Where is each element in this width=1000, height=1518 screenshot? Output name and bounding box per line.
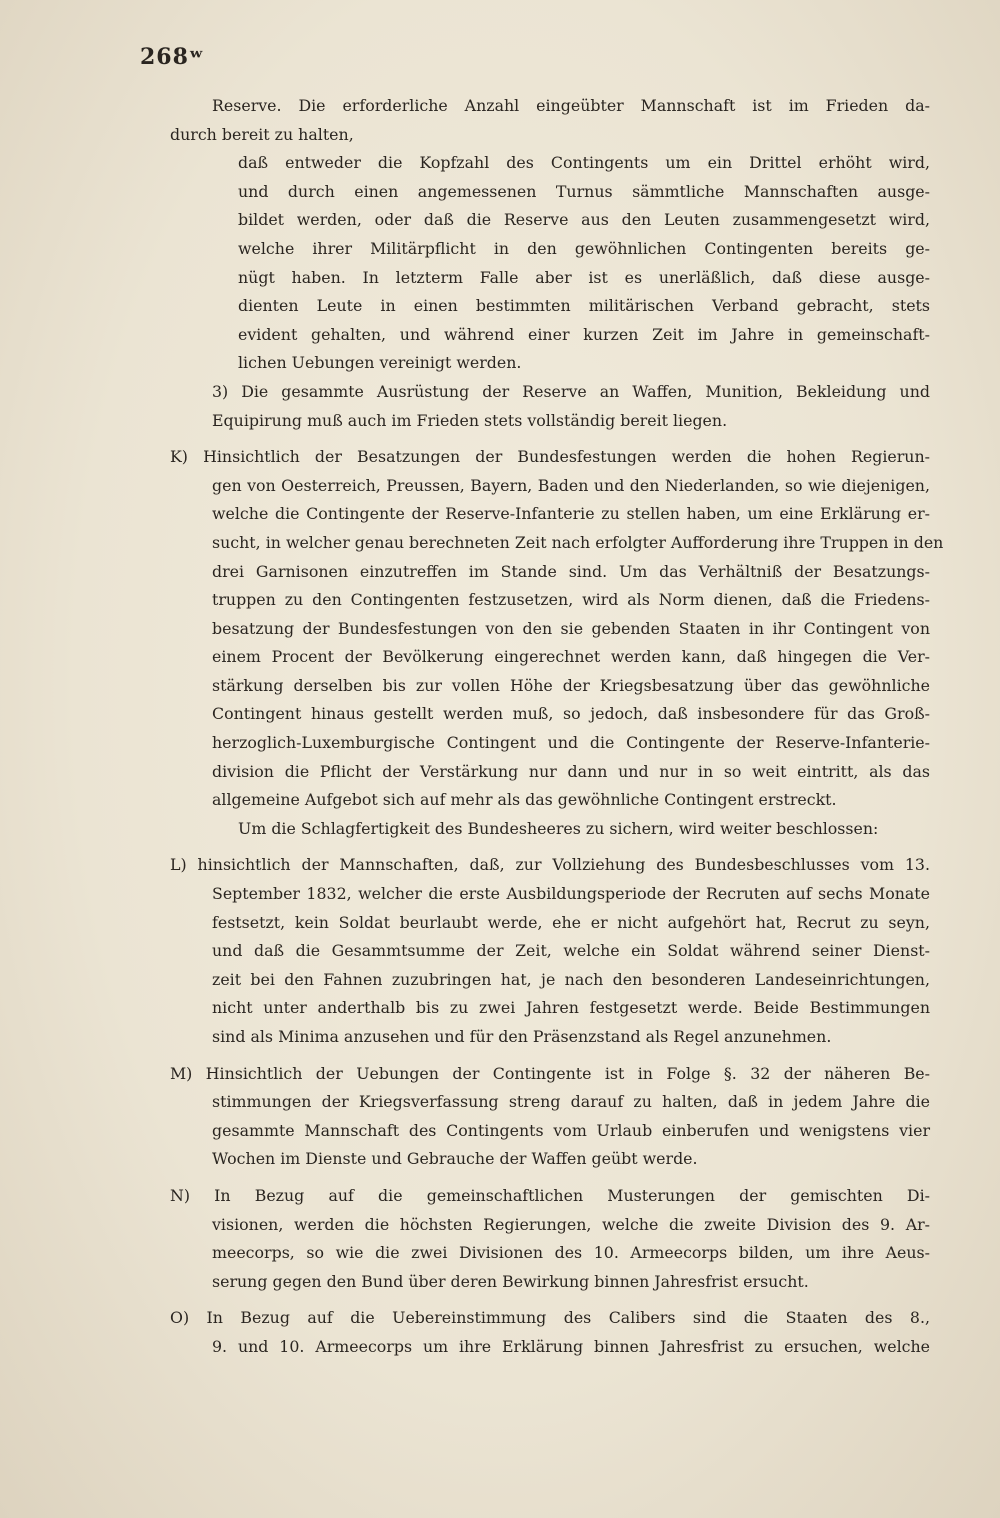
text-line: stärkung derselben bis zur vollen Höhe der Kriegsbesatzung über das gewöhnliche bbox=[212, 675, 930, 695]
text-line: allgemeine Aufgebot sich auf mehr als das gewöhnliche Contingent erstreckt. bbox=[212, 790, 837, 810]
text-line: stimmungen der Kriegsverfassung streng darauf zu halten, daß in jedem Jahre die bbox=[212, 1092, 930, 1112]
text-line: daß entweder die Kopfzahl des Contingents um ein Drittel erhöht wird, bbox=[238, 153, 930, 173]
text-line: besatzung der Bundesfestungen von den sie gebenden Staaten in ihr Contingent von bbox=[212, 618, 930, 638]
text-line: drei Garnisonen einzutreffen im Stande sind. Um das Verhältniß der Besatzungs- bbox=[212, 561, 930, 581]
text-line: lichen Uebungen vereinigt werden. bbox=[238, 353, 522, 373]
text-line: Contingent hinaus gestellt werden muß, so jedoch, daß insbesondere für das Groß- bbox=[212, 704, 930, 724]
paragraph bbox=[170, 92, 930, 149]
paragraph bbox=[170, 851, 930, 1051]
text-line: 3) Die gesammte Ausrüstung der Reserve an Waffen, Munition, Bekleidung und bbox=[212, 381, 930, 401]
text-line: festsetzt, kein Soldat beurlaubt werde, ehe er nicht aufgehört hat, Recrut zu seyn, bbox=[212, 912, 930, 932]
text-line: truppen zu den Contingenten festzusetzen, wird als Norm dienen, daß die Friedens- bbox=[212, 590, 930, 610]
text-line: Equipirung muß auch im Frieden stets vollständig bereit liegen. bbox=[212, 410, 728, 430]
text-line: nicht unter anderthalb bis zu zwei Jahren festgesetzt werde. Beide Bestimmungen bbox=[212, 998, 930, 1018]
text-line: 9. und 10. Armeecorps um ihre Erklärung binnen Jahresfrist zu ersuchen, welche bbox=[212, 1336, 930, 1356]
text-line: welche die Contingente der Reserve-Infanterie zu stellen haben, um eine Erklärung er- bbox=[212, 504, 930, 524]
text-line: N) In Bezug auf die gemeinschaftlichen Musterungen der gemischten Di- bbox=[170, 1185, 930, 1205]
text-line: gesammte Mannschaft des Contingents vom Urlaub einberufen und wenigstens vier bbox=[212, 1120, 930, 1140]
paragraph bbox=[170, 378, 930, 435]
text-line: gen von Oesterreich, Preussen, Bayern, Baden und den Niederlanden, so wie diejenigen, bbox=[212, 475, 930, 495]
text-line: Wochen im Dienste und Gebrauche der Waffen geübt werde. bbox=[212, 1149, 698, 1169]
text-line: und durch einen angemessenen Turnus sämmtliche Mannschaften ausge- bbox=[238, 181, 930, 201]
paragraph bbox=[170, 149, 930, 378]
paragraph bbox=[170, 815, 930, 844]
text-line: September 1832, welcher die erste Ausbildungsperiode der Recruten auf sechs Monate bbox=[212, 884, 930, 904]
text-line: Reserve. Die erforderliche Anzahl eingeübter Mannschaft ist im Frieden da- bbox=[212, 96, 930, 115]
paragraph-gap bbox=[170, 843, 930, 851]
text-line: durch bereit zu halten, bbox=[170, 124, 354, 144]
paragraph bbox=[170, 1060, 930, 1174]
text-line: meecorps, so wie die zwei Divisionen des 10. Armeecorps bilden, um ihre Aeus- bbox=[212, 1243, 930, 1263]
page-number: 268ʷ bbox=[140, 44, 205, 70]
text-line: M) Hinsichtlich der Uebungen der Contingente ist in Folge §. 32 der näheren Be- bbox=[170, 1063, 930, 1083]
paragraph bbox=[170, 1182, 930, 1296]
text-line: einem Procent der Bevölkerung eingerechnet werden kann, daß hingegen die Ver- bbox=[212, 647, 930, 667]
text-line: serung gegen den Bund über deren Bewirkung binnen Jahresfrist ersucht. bbox=[212, 1271, 809, 1291]
paragraph-gap bbox=[170, 435, 930, 443]
paragraph bbox=[170, 443, 944, 815]
text-line: zeit bei den Fahnen zuzubringen hat, je nach den besonderen Landeseinrichtungen, bbox=[212, 969, 930, 989]
body-text bbox=[170, 92, 944, 1362]
text-line: division die Pflicht der Verstärkung nur dann und nur in so weit eintritt, als das bbox=[212, 761, 930, 781]
text-line: K) Hinsichtlich der Besatzungen der Bundesfestungen werden die hohen Regierun- bbox=[170, 447, 930, 467]
text-line: sucht, in welcher genau berechneten Zeit nach erfolgter Aufforderung ihre Truppen in den bbox=[212, 532, 944, 552]
text-line: evident gehalten, und während einer kurzen Zeit im Jahre in gemeinschaft- bbox=[238, 324, 930, 344]
paragraph-gap bbox=[170, 1052, 930, 1060]
text-line: welche ihrer Militärpflicht in den gewöhnlichen Contingenten bereits ge- bbox=[238, 238, 930, 258]
paragraph-gap bbox=[170, 1174, 930, 1182]
text-line: Um die Schlagfertigkeit des Bundesheeres zu sichern, wird weiter beschlossen: bbox=[238, 818, 879, 838]
text-line: nügt haben. In letzterm Falle aber ist es unerläßlich, daß diese ausge- bbox=[238, 267, 930, 287]
text-line: sind als Minima anzusehen und für den Präsenzstand als Regel anzunehmen. bbox=[212, 1027, 832, 1046]
text-line: herzoglich-Luxemburgische Contingent und die Contingente der Reserve-Infanterie- bbox=[212, 733, 930, 753]
text-line: bildet werden, oder daß die Reserve aus den Leuten zusammengesetzt wird, bbox=[238, 210, 930, 230]
paragraph bbox=[170, 1304, 930, 1361]
paragraph-gap bbox=[170, 1296, 930, 1304]
text-line: L) hinsichtlich der Mannschaften, daß, zur Vollziehung des Bundesbeschlusses vom 13. bbox=[170, 855, 930, 875]
text-line: und daß die Gesammtsumme der Zeit, welche ein Soldat während seiner Dienst- bbox=[212, 941, 930, 961]
text-line: dienten Leute in einen bestimmten militärischen Verband gebracht, stets bbox=[238, 296, 930, 316]
text-line: O) In Bezug auf die Uebereinstimmung des Calibers sind die Staaten des 8., bbox=[170, 1308, 930, 1328]
text-line: visionen, werden die höchsten Regierungen, welche die zweite Division des 9. Ar- bbox=[212, 1214, 930, 1234]
